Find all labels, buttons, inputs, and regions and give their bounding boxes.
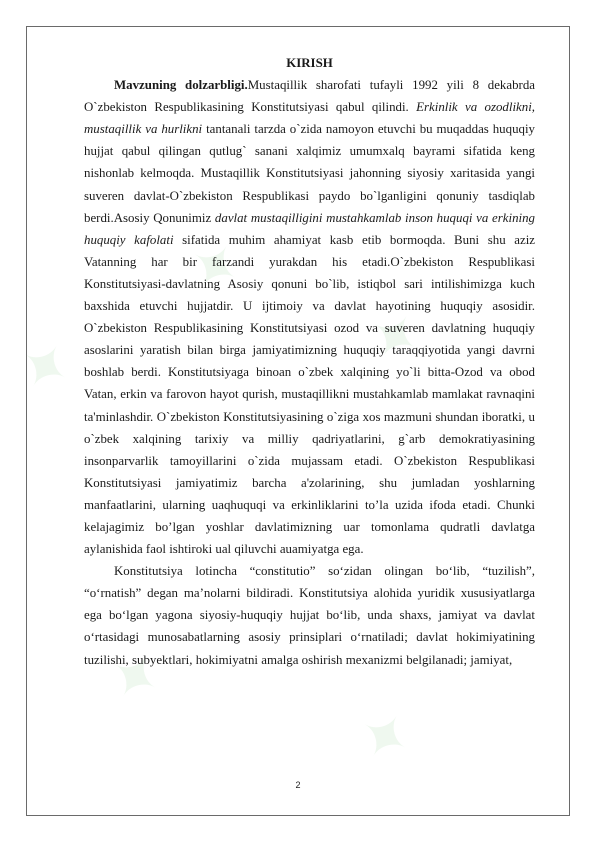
watermark-logo: ✦ [91, 635, 181, 718]
paragraph-relevance [84, 74, 535, 560]
paragraph-text: sifatida muhim ahamiyat kasb etib bormoqda. Buni shu aziz Vatanning har bir farzandi yurakdan his etadi.O`zbekiston Respublikasi Konstitutsiyasi-davlatning Asosiy qonuni bo`lib, istiqbol sari intilishimizga kuch baxshida etuvchi hujjatdir. U ijtimoiy va davlat hayotining huquqiy asosidir. O`zbekiston Respublikasining Konstitutsiyasi ozod va suveren davlatning huquqiy asoslarini yaratish bilan birga jamiyatimizning huquqiy taraqqiyotida yangi davrni boshlab berdi. Konstitutsiyaga binoan o`zbek xalqining yo`li bitta-Ozod va obod Vatan, erkin va farovon hayot qurish, mustaqillikni mustahkamlab mamlakat ravnaqini ta'minlashdir. O`zbekiston Konstitutsiyasining o`ziga xos mazmuni shundan iboratki, u o`zbek xalqining tarixiy va milliy qadriyatlarini, g`arb demokratiyasining insonparvarlik tamoyillarini o`zida mujassam etadi. O`zbekiston Respublikasi Konstitutsiyasi jamiyatimiz barcha a'zolarining, shu jumladan yoshlarning manfaatlarini, ularning uaqhuquqi va erkinliklarini to’la uzida ifoda etadi. Chunki kelajagimiz bo’lgan yoshlar davlatimizning uar tomonlama qudratli davlatga aylanishida faol ishtiroki ual qiluvchi auamiyatga ega. [84, 232, 536, 557]
paragraph-italic: davlat mustaqilligini mustahkamlab inson huquqi va erkining huquqiy kafolati [84, 210, 535, 247]
watermark-logo: ✦ [341, 695, 431, 778]
watermark-logo: ✦ [1, 325, 91, 408]
paragraph-italic: Erkinlik va ozodlikni, mustaqillik va hurlikni [84, 100, 535, 137]
paragraph-text: Mustaqillik sharofati tufayli 1992 yili 8 dekabrda O`zbekiston Respublikasining Konstitutsiyasi qabul qilindi. [84, 78, 535, 115]
watermark-logo: ✦ [351, 295, 441, 378]
page-number: 2 [295, 780, 301, 790]
paragraph-constitution-definition: Konstitutsiya lotincha “constitutio” so‘zidan olingan bo‘lib, “tuzilish”, “o‘rnatish” degan ma’nolarni bildiradi. Konstitutsiya alohida yuridik xususiyatlarga ega bo‘lgan yagona siyosiy-huquqiy hujjat bo‘lib, unda shaxs, jamiyat va davlat o‘rtasidagi munosabatlarning asosiy prinsiplari o‘rnatiladi; davlat hokimiyatining tuzilishi, subyektlari, hokimiyatni amalga oshirish mexanizmi belgilanadi; jamiyat, [84, 564, 535, 667]
watermark-logo: ✦ [171, 225, 261, 308]
paragraph-lead: Mavzuning dolzarbligi. [114, 78, 248, 93]
paragraph-text: tantanali tarzda o`zida namoyon etuvchi bu muqaddas huquqiy hujjat qabul qilingan qutlug` sanani xalqimiz umumxalq bayrami sifatida keng nishonlab kelmoqda. Mustaqillik Konstitutsiyasi jahonning siyosiy xaritasida yangi suveren davlat-O`zbekiston Respublikasi paydo bo`lganligini qonuniy tasdiqlab berdi.Asosiy Qonunimiz [84, 122, 535, 225]
page-title: KIRISH [286, 56, 333, 70]
document-body [84, 52, 535, 671]
